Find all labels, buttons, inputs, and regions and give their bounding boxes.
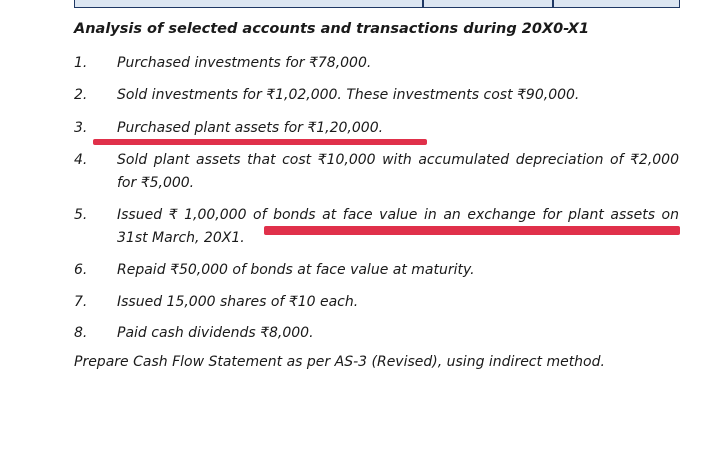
item-number: 5.: [74, 207, 88, 223]
list-item: [74, 291, 680, 314]
red-underline-annotation: [264, 226, 680, 235]
item-text: Paid cash dividends ₹8,000.: [117, 325, 314, 341]
item-text: Sold investments for ₹1,02,000. These investments cost ₹90,000.: [117, 87, 580, 103]
section-heading: Analysis of selected accounts and transactions during 20X0-X1: [74, 21, 590, 37]
item-number: 8.: [74, 325, 88, 341]
list-item: [74, 117, 680, 140]
item-number: 7.: [74, 294, 88, 310]
list-item: [74, 322, 680, 345]
item-number: 6.: [74, 262, 88, 278]
table-bottom-edge: [74, 0, 680, 8]
item-text: Purchased plant assets for ₹1,20,000.: [117, 120, 384, 136]
item-number: 4.: [74, 152, 88, 168]
item-text: Purchased investments for ₹78,000.: [117, 55, 372, 71]
item-number: 2.: [74, 87, 88, 103]
list-item: [74, 259, 680, 282]
instruction-text: Prepare Cash Flow Statement as per AS-3 (Revised), using indirect method.: [74, 354, 605, 370]
red-underline-annotation: [93, 139, 427, 145]
table-column-divider: [552, 0, 554, 8]
item-text: Issued ₹ 1,00,000 of bonds at face value in an exchange for plant assets on 31st March, 20X1.: [117, 207, 679, 246]
list-item: [74, 149, 680, 195]
table-column-divider: [422, 0, 424, 8]
item-text: Sold plant assets that cost ₹10,000 with accumulated depreciation of ₹2,000 for ₹5,000.: [117, 152, 679, 191]
item-number: 3.: [74, 120, 88, 136]
item-text: Issued 15,000 shares of ₹10 each.: [117, 294, 359, 310]
list-item: [74, 52, 680, 75]
list-item: [74, 84, 680, 107]
item-number: 1.: [74, 55, 88, 71]
item-text: Repaid ₹50,000 of bonds at face value at maturity.: [117, 262, 475, 278]
